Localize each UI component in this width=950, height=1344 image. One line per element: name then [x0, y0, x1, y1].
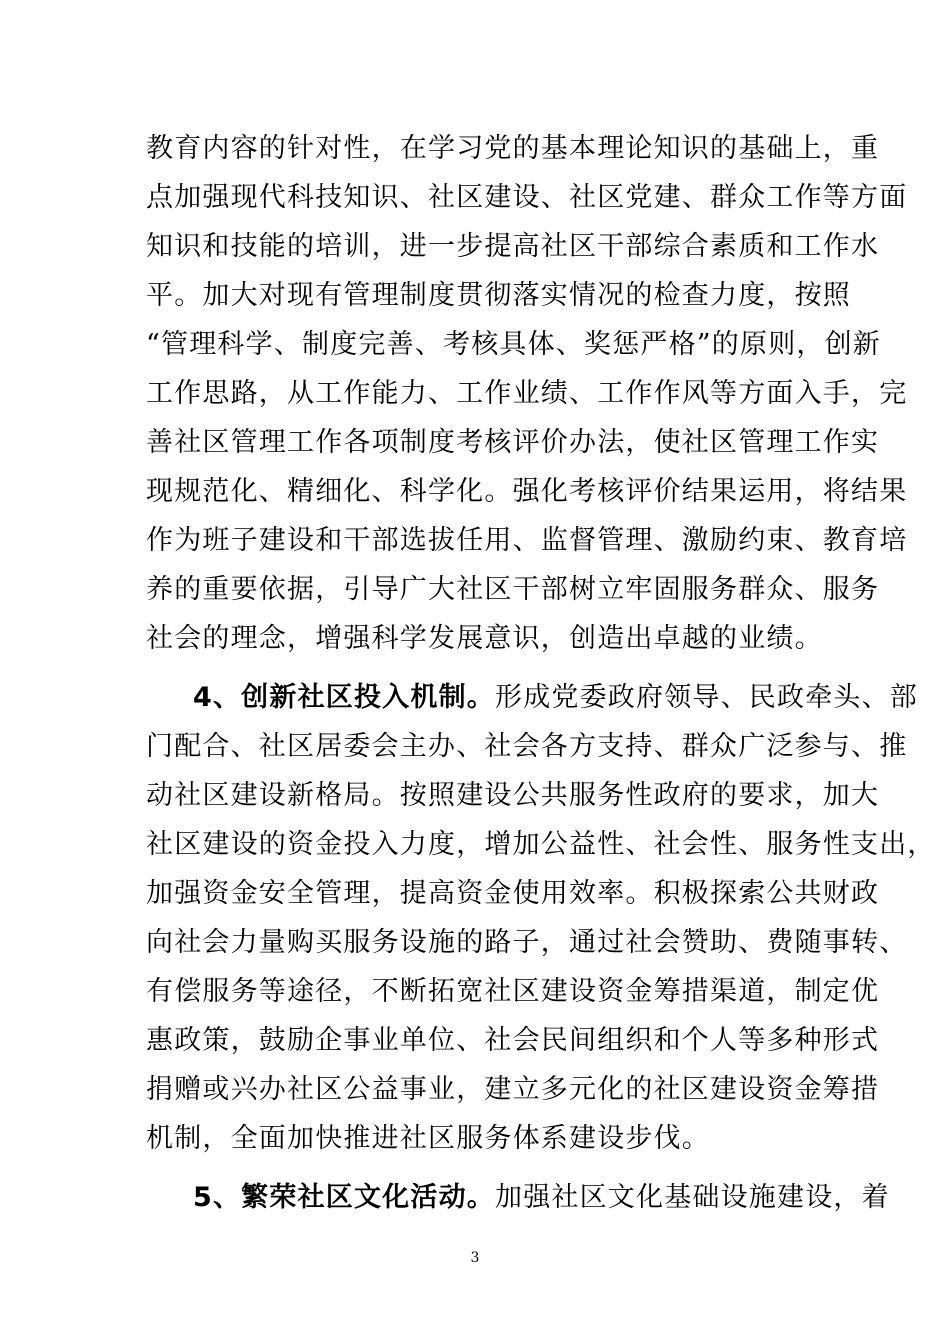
- paragraph-line: 点加强现代科技知识、社区建设、社区党建、群众工作等方面: [146, 182, 908, 213]
- paragraph-line: 社会的理念，增强科学发展意识，创造出卓越的业绩。: [146, 623, 823, 654]
- section-5-first-line-text: 加强社区文化基础设施建设，着: [495, 1182, 890, 1213]
- paragraph-line: 作为班子建设和干部选拔任用、监督管理、激励约束、教育培: [146, 525, 908, 556]
- paragraph-line: 有偿服务等途径，不断拓宽社区建设资金筹措渠道，制定优: [146, 976, 880, 1007]
- paragraph-line: 善社区管理工作各项制度考核评价办法，使社区管理工作实: [146, 427, 880, 458]
- paragraph-line: 向社会力量购买服务设施的路子，通过社会赞助、费随事转、: [146, 927, 908, 958]
- paragraph-line: 社区建设的资金投入力度，增加公益性、社会性、服务性支出，: [146, 829, 936, 860]
- paragraph-line: 平。加大对现有管理制度贯彻落实情况的检查力度，按照: [146, 280, 851, 311]
- paragraph-line: 动社区建设新格局。按照建设公共服务性政府的要求，加大: [146, 780, 880, 811]
- section-5-first-line: [193, 1178, 890, 1218]
- section-4-heading: 4、创新社区投入机制。: [193, 682, 495, 713]
- paragraph-line: 机制，全面加快推进社区服务体系建设步伐。: [146, 1123, 710, 1154]
- paragraph-line: 加强资金安全管理，提高资金使用效率。积极探索公共财政: [146, 878, 880, 909]
- section-5-heading: 5、繁荣社区文化活动。: [193, 1182, 495, 1213]
- paragraph-line: 门配合、社区居委会主办、社会各方支持、群众广泛参与、推: [146, 731, 908, 762]
- paragraph-line: “管理科学、制度完善、考核具体、奖惩严格”的原则，创新: [146, 329, 882, 360]
- section-4-first-line: [193, 678, 918, 718]
- section-4-first-line-text: 形成党委政府领导、民政牵头、部: [495, 682, 918, 713]
- paragraph-line: 教育内容的针对性，在学习党的基本理论知识的基础上，重: [146, 133, 880, 164]
- paragraph-line: 现规范化、精细化、科学化。强化考核评价结果运用，将结果: [146, 476, 908, 507]
- paragraph-line: 工作思路，从工作能力、工作业绩、工作作风等方面入手，完: [146, 378, 908, 409]
- paragraph-line: 知识和技能的培训，进一步提高社区干部综合素质和工作水: [146, 231, 880, 262]
- page-number: 3: [470, 1250, 480, 1266]
- paragraph-line: 惠政策，鼓励企事业单位、社会民间组织和个人等多种形式: [146, 1025, 880, 1056]
- paragraph-line: 捐赠或兴办社区公益事业，建立多元化的社区建设资金筹措: [146, 1074, 880, 1105]
- paragraph-line: 养的重要依据，引导广大社区干部树立牢固服务群众、服务: [146, 574, 880, 605]
